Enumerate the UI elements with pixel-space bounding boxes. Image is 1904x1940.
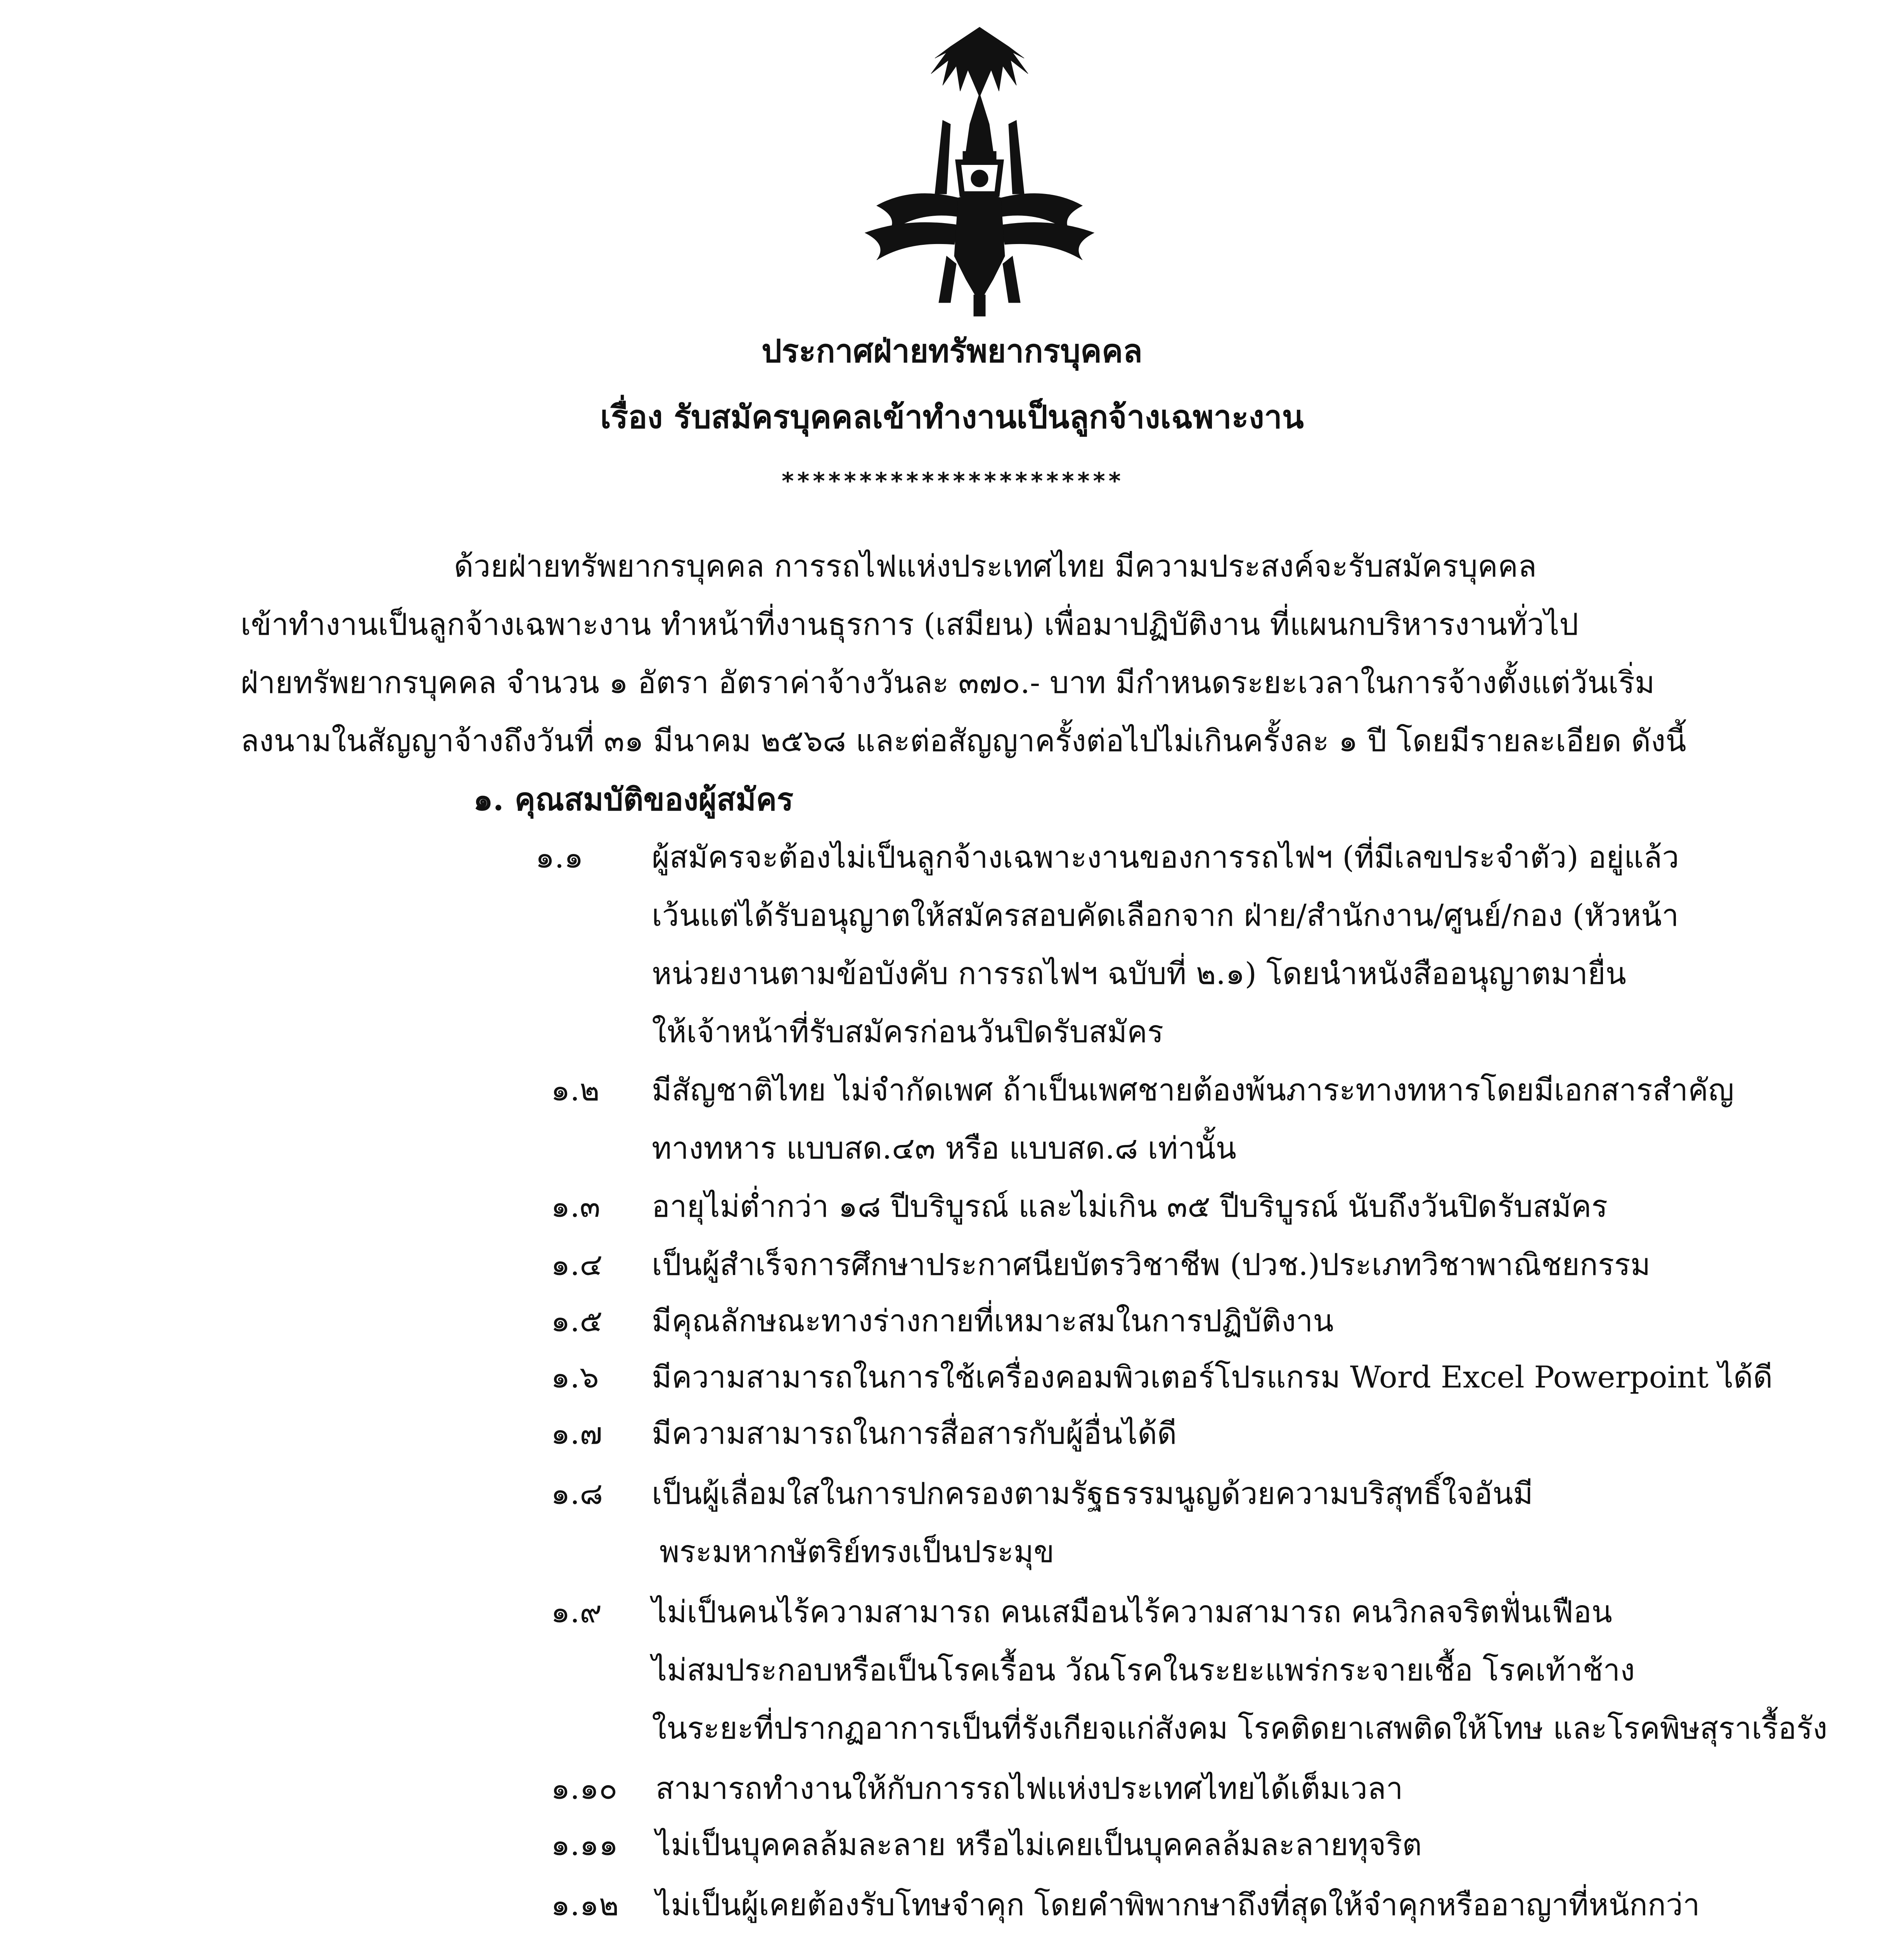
item-text: ไม่สมประกอบหรือเป็นโรคเรื้อน วัณโรคในระยะแพร่กระจายเชื้อ โรคเท้าช้าง bbox=[652, 1653, 1635, 1688]
item-text: พระมหากษัตริย์ทรงเป็นประมุข bbox=[659, 1535, 1054, 1569]
item-text: เว้นแต่ได้รับอนุญาตให้สมัครสอบคัดเลือกจาก ฝ่าย/สำนักงาน/ศูนย์/กอง (หัวหน้า bbox=[652, 898, 1679, 933]
item-number: ๑.๑๒ bbox=[551, 1888, 619, 1923]
item-text: มีความสามารถในการสื่อสารกับผู้อื่นได้ดี bbox=[652, 1416, 1177, 1451]
item-text: ให้เจ้าหน้าที่รับสมัครก่อนวันปิดรับสมัคร bbox=[652, 1015, 1164, 1050]
item-number: ๑.๘ bbox=[551, 1476, 603, 1511]
item-text: ไม่เป็นบุคคลล้มละลาย หรือไม่เคยเป็นบุคคลล้มละลายทุจริต bbox=[656, 1827, 1422, 1862]
item-text: สามารถทำงานให้กับการรถไฟแห่งประเทศไทยได้เต็มเวลา bbox=[656, 1771, 1403, 1806]
state-railway-emblem bbox=[853, 23, 1106, 318]
item-number: ๑.๒ bbox=[551, 1073, 600, 1108]
item-number: ๑.๗ bbox=[551, 1416, 602, 1451]
item-text: หน่วยงานตามข้อบังคับ การรถไฟฯ ฉบับที่ ๒.๑) โดยนำหนังสืออนุญาตมายื่น bbox=[652, 956, 1626, 991]
item-text: ทางทหาร แบบสด.๔๓ หรือ แบบสด.๘ เท่านั้น bbox=[652, 1131, 1236, 1166]
item-text: เป็นผู้สำเร็จการศึกษาประกาศนียบัตรวิชาชีพ (ปวช.)ประเภทวิชาพาณิชยกรรม bbox=[652, 1247, 1651, 1282]
item-number: ๑.๑ bbox=[535, 840, 583, 875]
item-number: ๑.๔ bbox=[551, 1247, 603, 1282]
intro-line: เข้าทำงานเป็นลูกจ้างเฉพาะงาน ทำหน้าที่งานธุรการ (เสมียน) เพื่อมาปฏิบัติงาน ที่แผนกบริหารงานทั่วไป bbox=[241, 607, 1579, 642]
separator-line: ********************** bbox=[781, 468, 1123, 495]
item-text: ในระยะที่ปรากฏอาการเป็นที่รังเกียจแก่สังคม โรคติดยาเสพติดให้โทษ และโรคพิษสุราเรื้อรัง bbox=[652, 1711, 1828, 1746]
item-text: ไม่เป็นคนไร้ความสามารถ คนเสมือนไร้ความสามารถ คนวิกลจริตฟั่นเฟือน bbox=[652, 1595, 1612, 1630]
item-number: ๑.๙ bbox=[551, 1595, 602, 1630]
item-number: ๑.๑๑ bbox=[551, 1827, 618, 1862]
intro-line: ด้วยฝ่ายทรัพยากรบุคคล การรถไฟแห่งประเทศไทย มีความประสงค์จะรับสมัครบุคคล bbox=[454, 549, 1537, 584]
item-number: ๑.๓ bbox=[551, 1189, 601, 1224]
item-number: ๑.๑๐ bbox=[551, 1771, 618, 1806]
section-heading: ๑. คุณสมบัติของผู้สมัคร bbox=[473, 781, 794, 818]
item-text: เป็นผู้เลื่อมใสในการปกครองตามรัฐธรรมนูญด้วยความบริสุทธิ์ใจอันมี bbox=[652, 1476, 1533, 1511]
item-text: มีความสามารถในการใช้เครื่องคอมพิวเตอร์โปรแกรม Word Excel Powerpoint ได้ดี bbox=[652, 1360, 1773, 1395]
announcement-subject: เรื่อง รับสมัครบุคคลเข้าทำงานเป็นลูกจ้างเฉพาะงาน bbox=[600, 398, 1304, 436]
item-number: ๑.๕ bbox=[551, 1304, 603, 1339]
item-text: อายุไม่ต่ำกว่า ๑๘ ปีบริบูรณ์ และไม่เกิน ๓๕ ปีบริบูรณ์ นับถึงวันปิดรับสมัคร bbox=[652, 1189, 1608, 1224]
intro-line: ลงนามในสัญญาจ้างถึงวันที่ ๓๑ มีนาคม ๒๕๖๘ และต่อสัญญาครั้งต่อไปไม่เกินครั้งละ ๑ ปี โดยมีรายละเอียด ดังนี้ bbox=[241, 724, 1686, 759]
item-text: ไม่เป็นผู้เคยต้องรับโทษจำคุก โดยคำพิพากษาถึงที่สุดให้จำคุกหรืออาญาที่หนักกว่า bbox=[656, 1888, 1700, 1923]
item-number: ๑.๖ bbox=[551, 1360, 599, 1395]
item-text: มีสัญชาติไทย ไม่จำกัดเพศ ถ้าเป็นเพศชายต้องพ้นภาระทางทหารโดยมีเอกสารสำคัญ bbox=[652, 1073, 1734, 1108]
intro-line: ฝ่ายทรัพยากรบุคคล จำนวน ๑ อัตรา อัตราค่าจ้างวันละ ๓๗๐.- บาท มีกำหนดระยะเวลาในการจ้างตั้งแต่วันเริ่ม bbox=[241, 665, 1655, 700]
item-text: มีคุณลักษณะทางร่างกายที่เหมาะสมในการปฏิบัติงาน bbox=[652, 1304, 1334, 1339]
announcement-title: ประกาศฝ่ายทรัพยากรบุคคล bbox=[762, 333, 1142, 370]
item-text: ผู้สมัครจะต้องไม่เป็นลูกจ้างเฉพาะงานของการรถไฟฯ (ที่มีเลขประจำตัว) อยู่แล้ว bbox=[652, 840, 1679, 875]
